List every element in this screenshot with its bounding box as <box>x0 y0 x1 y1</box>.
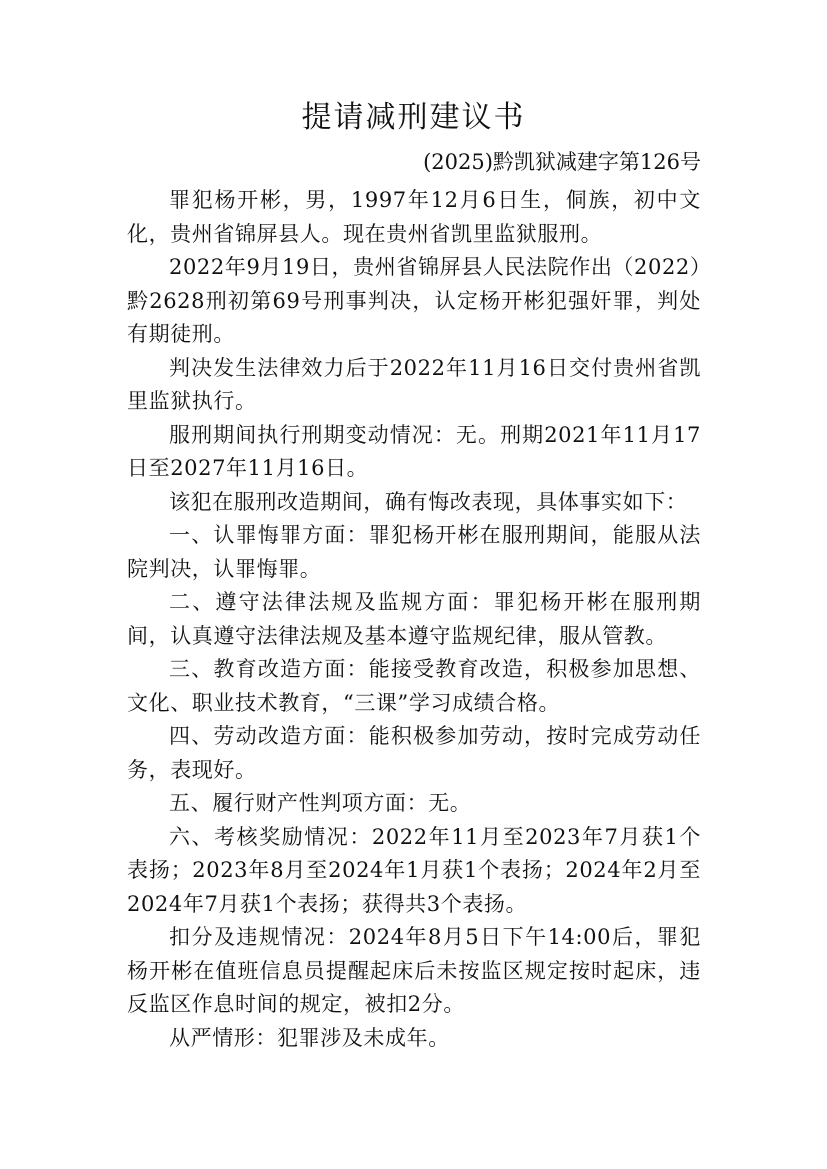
paragraph-sentence-term: 服刑期间执行刑期变动情况：无。刑期2021年11月17日至2027年11月16日。 <box>127 422 701 480</box>
paragraph-aggravating: 从严情形：犯罪涉及未成年。 <box>169 1025 450 1050</box>
paragraph-deductions: 扣分及违规情况：2024年8月5日下午14:00后，罪犯杨开彬在值班信息员提醒起床后未按监区规定按时起床，违反监区作息时间的规定，被扣2分。 <box>127 925 701 1016</box>
paragraph-education: 三、教育改造方面：能接受教育改造，积极参加思想、文化、职业技术教育，“三课”学习成绩合格。 <box>127 657 701 715</box>
paragraph-repentance-intro: 该犯在服刑改造期间，确有悔改表现，具体事实如下： <box>169 489 688 514</box>
paragraph-criminal-info: 罪犯杨开彬，男，1997年12月6日生，侗族，初中文化，贵州省锦屏县人。现在贵州省凯里监狱服刑。 <box>127 188 701 246</box>
paragraph-rule-compliance: 二、遵守法律法规及监规方面：罪犯杨开彬在服刑期间，认真遵守法律法规及基本遵守监规纪律，服从管教。 <box>127 590 701 648</box>
paragraph-labor: 四、劳动改造方面：能积极参加劳动，按时完成劳动任务，表现好。 <box>127 724 701 782</box>
document-body <box>127 184 701 1055</box>
paragraph-property-judgment: 五、履行财产性判项方面：无。 <box>169 791 472 815</box>
paragraph-delivery: 判决发生法律效力后于2022年11月16日交付贵州省凯里监狱执行。 <box>127 355 701 413</box>
document-number: (2025)黔凯狱减建字第126号 <box>423 150 701 174</box>
document-title: 提请减刑建议书 <box>301 100 526 135</box>
paragraph-rewards: 六、考核奖励情况：2022年11月至2023年7月获1个表扬；2023年8月至2024年1月获1个表扬；2024年2月至2024年7月获1个表扬；获得共3个表扬。 <box>127 824 701 916</box>
paragraph-judgment: 2022年9月19日，贵州省锦屏县人民法院作出（2022）黔2628刑初第69号刑事判决，认定杨开彬犯强奸罪，判处有期徒刑。 <box>127 255 701 346</box>
paragraph-confession: 一、认罪悔罪方面：罪犯杨开彬在服刑期间，能服从法院判决，认罪悔罪。 <box>127 523 701 581</box>
